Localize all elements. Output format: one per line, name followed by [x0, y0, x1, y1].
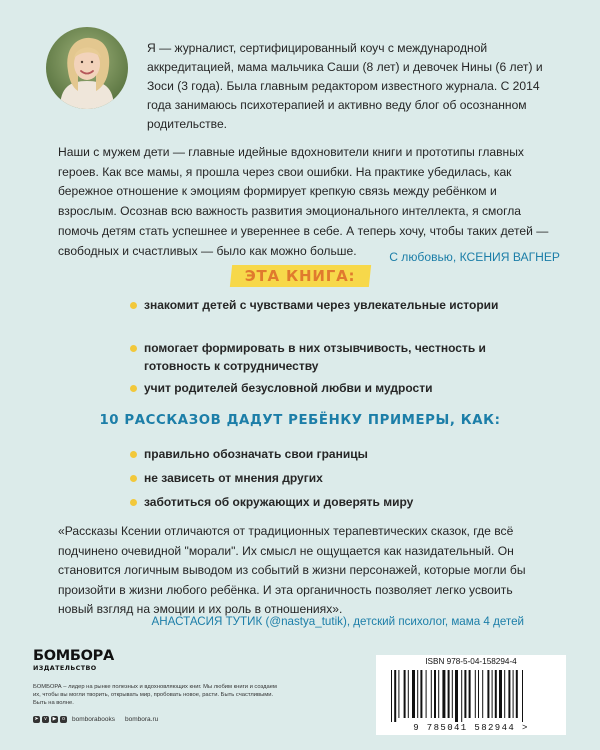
barcode-bar	[522, 670, 523, 722]
review-quote: «Рассказы Ксении отличаются от традиционных терапевтических сказок, где всё подчинено очевидной "морали". Их смысл не ощущается как назидательный. Он становится логичным выводом из событий в жизни персонажей, которые могли бы произойти в жизни любого ребёнка. И эта органичность позволяет легко усвоить новый взгляд на эмоции и их роль в отношениях».	[58, 524, 526, 617]
barcode-bar	[398, 670, 399, 718]
barcode-bar	[469, 670, 471, 718]
author-photo	[46, 27, 128, 109]
bullet-text: знакомит детей с чувствами через увлекательные истории	[144, 298, 499, 312]
barcode-bar	[412, 670, 415, 718]
barcode-bar	[417, 670, 418, 718]
bullet-text: правильно обозначать свои границы	[144, 447, 368, 461]
barcode-bar	[408, 670, 409, 718]
barcode-bar	[426, 670, 427, 718]
barcode-bar	[442, 670, 445, 718]
publisher-logo-text: БОМБОРА	[33, 648, 114, 664]
stories-bullet-item	[130, 494, 504, 512]
stories-bullet-item	[130, 470, 504, 488]
barcode-bar	[508, 670, 510, 718]
signature-name: КСЕНИЯ ВАГНЕР	[459, 250, 560, 264]
review-author-handle: (@nastya_tutik),	[265, 615, 351, 628]
stories-heading: 10 РАССКАЗОВ ДАДУТ РЕБЁНКУ ПРИМЕРЫ, КАК:	[99, 413, 501, 428]
youtube-icon: ▶	[52, 716, 57, 722]
vk-icon: v	[42, 716, 49, 723]
barcode-bar	[492, 670, 493, 718]
barcode-bar	[394, 670, 396, 722]
barcode-bar	[448, 670, 450, 718]
barcode-bar	[438, 670, 439, 718]
bullet-dot-icon	[130, 499, 137, 506]
barcode-bar	[452, 670, 453, 718]
publisher-logo-subtitle: ИЗДАТЕЛЬСТВО	[33, 664, 97, 672]
barcode-bar	[434, 670, 436, 718]
bullet-text: заботиться об окружающих и доверять миру	[144, 495, 414, 509]
bullet-dot-icon	[130, 385, 137, 392]
barcode-bar	[499, 670, 502, 718]
barcode-bar	[455, 670, 458, 722]
barcode-bar	[431, 670, 432, 718]
bullet-dot-icon	[130, 345, 137, 352]
barcode-bar	[461, 670, 462, 722]
bullet-dot-icon	[130, 475, 137, 482]
social-handle: bomborabooks	[72, 716, 115, 723]
bullet-dot-icon	[130, 451, 137, 458]
barcode-bar	[475, 670, 476, 718]
book-bullet-item	[130, 340, 504, 375]
barcode-digits: 9 785041 582944 >	[413, 723, 529, 733]
publisher-logo	[33, 648, 114, 672]
publisher-social-row	[33, 716, 158, 723]
book-heading: ЭТА КНИГА:	[231, 263, 370, 288]
barcode-bar	[420, 670, 422, 718]
signature-prefix: С любовью,	[389, 250, 457, 264]
barcode-bar	[482, 670, 483, 718]
stories-bullet-item	[130, 446, 504, 464]
barcode-bars-image	[391, 670, 551, 722]
author-intro-paragraph: Наши с мужем дети — главные идейные вдохновители книги и прототипы главных героев. Как все мамы, я прошла через свои ошибки. На практике убедилась, как бережное отношение к эмоциям формирует крепкую связь между ребёнком и взрослым. Осознав всю важность развития эмоционального интеллекта, я смогла помочь детям стать успешнее и увереннее в себе. А теперь хочу, чтобы таких детей — свободных и счастливых — было как можно больше.	[58, 145, 549, 258]
barcode-bar	[516, 670, 518, 718]
publisher-description: БОМБОРА – лидер на рынке полезных и вдохновляющих книг. Мы любим книги и создаем их, чтобы вы могли творить, открывать мир, пробовать новое, расти. Быть счастливыми. Быть на волне.	[33, 684, 277, 707]
barcode-bar	[404, 670, 406, 718]
review-author-role: детский психолог, мама 4 детей	[353, 615, 524, 628]
barcode-bar	[513, 670, 514, 718]
isbn-number: ISBN 978-5-04-158294-4	[425, 657, 517, 666]
bullet-text: не зависеть от мнения других	[144, 471, 323, 485]
author-portrait-image	[46, 27, 128, 109]
publisher-website: bombora.ru	[125, 716, 159, 723]
bullet-dot-icon	[130, 302, 137, 309]
review-signature	[152, 615, 524, 628]
book-heading-wrapper	[0, 263, 600, 288]
barcode-bar	[495, 670, 497, 718]
ok-icon: o	[60, 716, 67, 723]
barcode-bar	[464, 670, 466, 718]
author-bio: Я — журналист, сертифицированный коуч с международной аккредитацией, мама мальчика Саши (8 лет) и девочек Нины (6 лет) и Зоси (3 года). Была главным редактором известного журнала. С 2014 года занимаюсь психотерапией и активно веду блог об осознанном родительстве.	[147, 41, 543, 131]
author-signature	[389, 250, 560, 264]
book-bullet-item	[130, 380, 504, 398]
barcode-bar	[391, 670, 392, 722]
telegram-icon: ➤	[34, 716, 39, 722]
book-bullet-item	[130, 297, 504, 315]
isbn-barcode	[376, 655, 566, 735]
barcode-bar	[504, 670, 505, 718]
review-author-name: АНАСТАСИЯ ТУТИК	[151, 615, 263, 628]
barcode-bar	[478, 670, 479, 718]
bullet-text: помогает формировать в них отзывчивость, честность и готовность к сотрудничеству	[144, 341, 486, 373]
bullet-text: учит родителей безусловной любви и мудрости	[144, 381, 433, 395]
barcode-bar	[487, 670, 489, 718]
